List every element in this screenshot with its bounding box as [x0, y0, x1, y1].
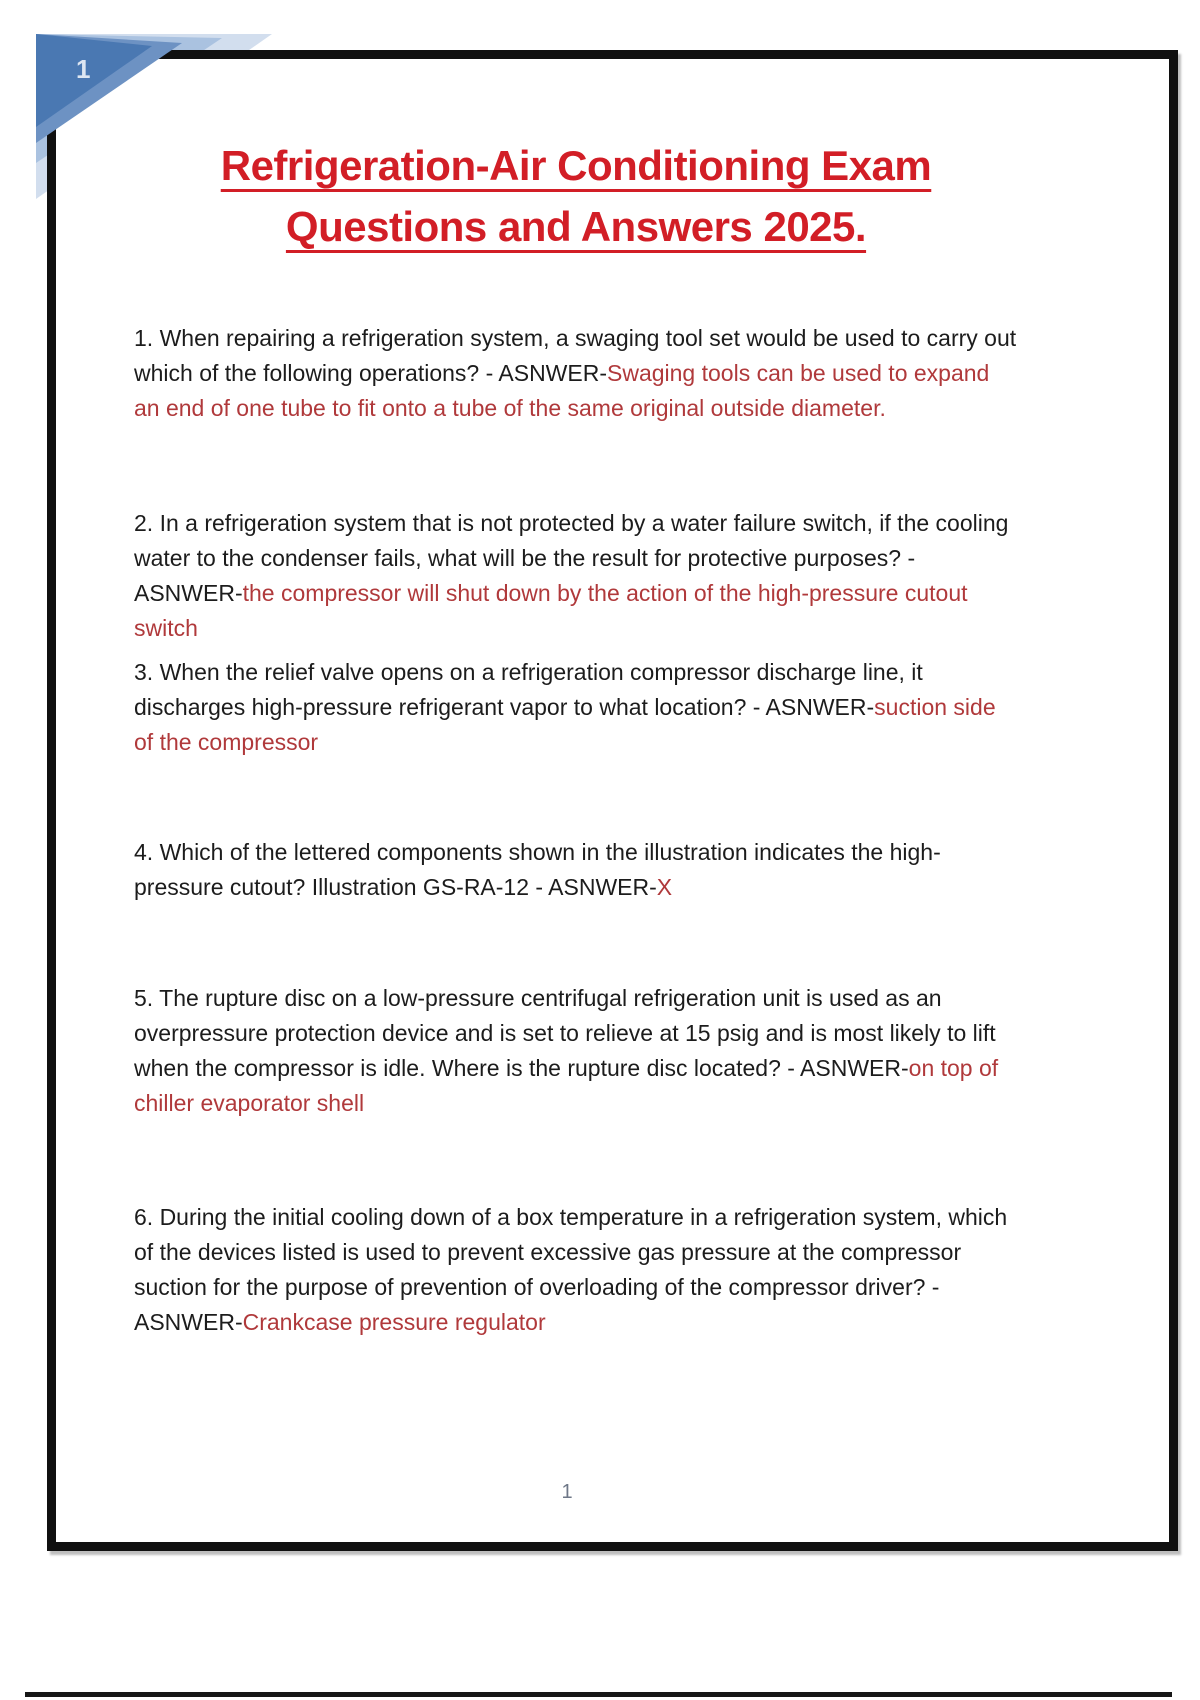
corner-decoration-dark-triangle	[36, 33, 276, 203]
answer-text: the compressor will shut down by the action of the high-pressure cutout switch	[134, 580, 968, 641]
question-item-6	[134, 1200, 1018, 1340]
question-text: 5. The rupture disc on a low-pressure centrifugal refrigeration unit is used as an overpressure protection device and is set to relieve at 15 psig and is most likely to lift when the compressor is idle. Where is the rupture disc located? - ASNWER-	[134, 985, 996, 1081]
document-content	[134, 59, 1018, 1340]
answer-text: on top of chiller evaporator shell	[134, 1055, 999, 1116]
footer-page-number: 1	[561, 1481, 573, 1503]
answer-text: X	[656, 874, 673, 900]
answer-text: suction side of the compressor	[134, 694, 996, 755]
page-title-line2: Questions and Answers 2025.	[285, 203, 867, 250]
next-page-top-edge	[25, 1692, 1172, 1697]
page-title-line1: Refrigeration-Air Conditioning Exam	[220, 142, 932, 189]
question-text: 6. During the initial cooling down of a box temperature in a refrigeration system, which of the devices listed is used to prevent excessive gas pressure at the compressor suction for the purpose of prevention of overloading of the compressor driver? - ASNWER-	[134, 1204, 1008, 1335]
answer-text: Crankcase pressure regulator	[242, 1309, 546, 1335]
question-item-5	[134, 981, 1018, 1121]
question-item-3	[134, 655, 1018, 760]
question-text: 3. When the relief valve opens on a refrigeration compressor discharge line, it discharges high-pressure refrigerant vapor to what location? - ASNWER-	[134, 659, 923, 720]
document-page	[47, 50, 1178, 1551]
answer-text: Swaging tools can be used to expand an end of one tube to fit onto a tube of the same original outside diameter.	[134, 360, 990, 421]
question-text: 1. When repairing a refrigeration system, a swaging tool set would be used to carry out which of the following operations? - ASNWER-	[134, 325, 1017, 386]
corner-page-number: 1	[76, 54, 91, 84]
question-text: 4. Which of the lettered components shown in the illustration indicates the high-pressure cutout? Illustration GS-RA-12 - ASNWER-	[134, 839, 941, 900]
question-item-1	[134, 321, 1018, 426]
question-item-2	[134, 506, 1018, 646]
question-item-4	[134, 835, 1018, 905]
question-text: 2. In a refrigeration system that is not protected by a water failure switch, if the cooling water to the condenser fails, what will be the result for protective purposes? - ASNWER-	[134, 510, 1009, 606]
